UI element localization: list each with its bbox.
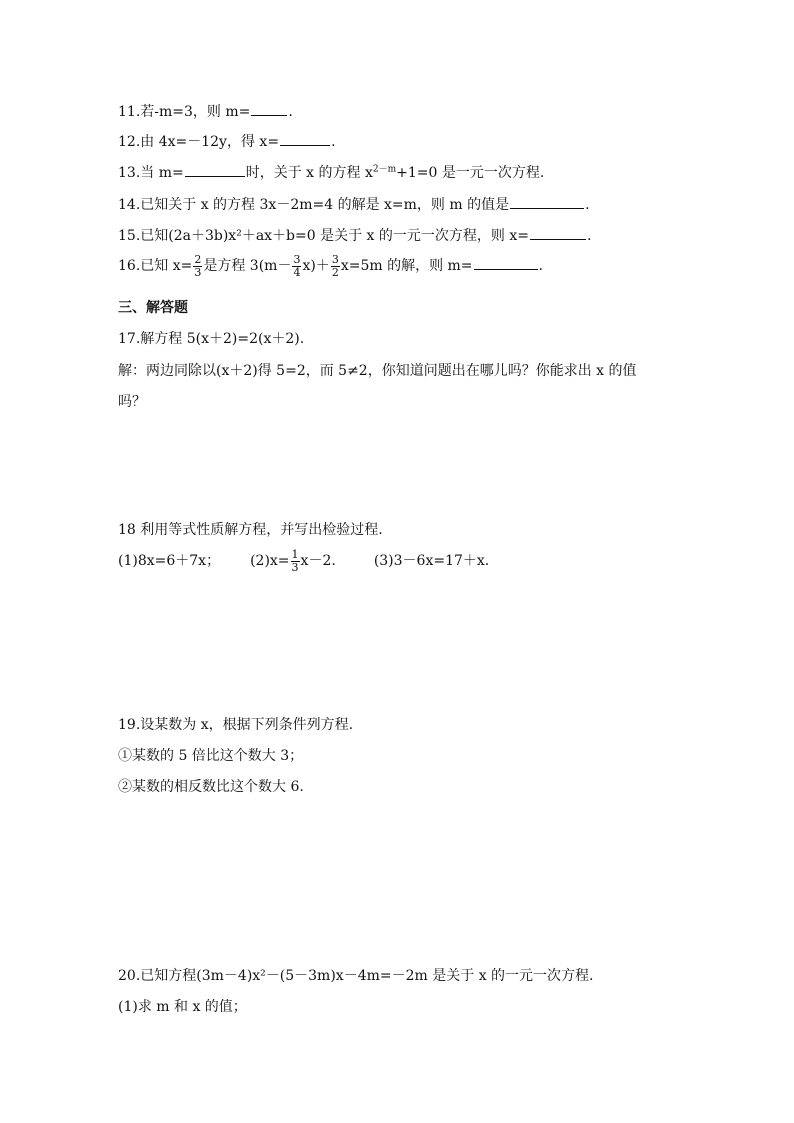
question-16: 16.已知 x= $\frac{2}{3}$ 是方程 3(m－ $\frac{3}{4}$ x)＋ $\frac{3}{2}$ x=5m 的解，则 m= .: [118, 252, 543, 279]
exponent: 2－m: [372, 164, 397, 175]
question-19-title: 19.设某数为 x，根据下列条件列方程.: [118, 717, 354, 733]
question-17-line1: 解：两边同除以(x＋2)得 5=2，而 5≠2，你知道问题出在哪儿吗？你能求出 x 的值: [118, 363, 637, 379]
question-20-part1: (1)求 m 和 x 的值；: [118, 999, 247, 1015]
part-3: (3)3－6x=17＋x.: [373, 553, 490, 569]
fraction: $\frac{2}{3}$: [194, 252, 202, 279]
question-14-text: 14.已知关于 x 的方程 3x－2m=4 的解是 x=m，则 m 的值是: [118, 197, 510, 213]
answer-blank: [510, 194, 584, 209]
question-12: 12.由 4x=－12y，得 x= .: [118, 131, 336, 152]
question-19-cond1: ①某数的 5 倍比这个数大 3；: [118, 748, 304, 764]
question-14: 14.已知关于 x 的方程 3x－2m=4 的解是 x=m，则 m 的值是 .: [118, 194, 590, 215]
section-heading: 三、解答题: [118, 300, 188, 316]
question-18-parts: (1)8x=6＋7x； (2)x= $\frac{1}{3}$ x－2. (3)3－6x=17＋x.: [118, 547, 490, 574]
question-15-text: 15.已知(2a＋3b)x²＋ax＋b=0 是关于 x 的一元一次方程，则 x=: [118, 228, 529, 244]
part-1: (1)8x=6＋7x；: [118, 553, 221, 569]
fraction: $\frac{3}{4}$: [293, 252, 301, 279]
answer-blank: [185, 162, 245, 177]
question-15: 15.已知(2a＋3b)x²＋ax＋b=0 是关于 x 的一元一次方程，则 x= .: [118, 225, 591, 246]
question-20-title: 20.已知方程(3m－4)x²－(5－3m)x－4m=－2m 是关于 x 的一元一次方程.: [118, 968, 594, 984]
question-19-cond2: ②某数的相反数比这个数大 6.: [118, 779, 304, 795]
answer-blank: [530, 225, 586, 240]
question-18-title: 18 利用等式性质解方程，并写出检验过程.: [118, 522, 383, 538]
question-11-text: 11.若-m=3，则 m=: [118, 104, 251, 120]
answer-blank: [280, 131, 330, 146]
fraction: $\frac{1}{3}$: [291, 547, 299, 574]
answer-blank: [474, 255, 538, 270]
question-17-line2: 吗？: [118, 394, 146, 410]
fraction: $\frac{3}{2}$: [331, 252, 339, 279]
question-11: 11.若-m=3，则 m= .: [118, 101, 293, 122]
answer-blank: [251, 101, 287, 116]
question-17-title: 17.解方程 5(x＋2)=2(x＋2).: [118, 331, 305, 347]
question-12-text: 12.由 4x=－12y，得 x=: [118, 134, 280, 150]
question-13: 13.当 m= 时，关于 x 的方程 $x^{2-m}+1=0$ 是一元一次方程.: [118, 162, 544, 183]
